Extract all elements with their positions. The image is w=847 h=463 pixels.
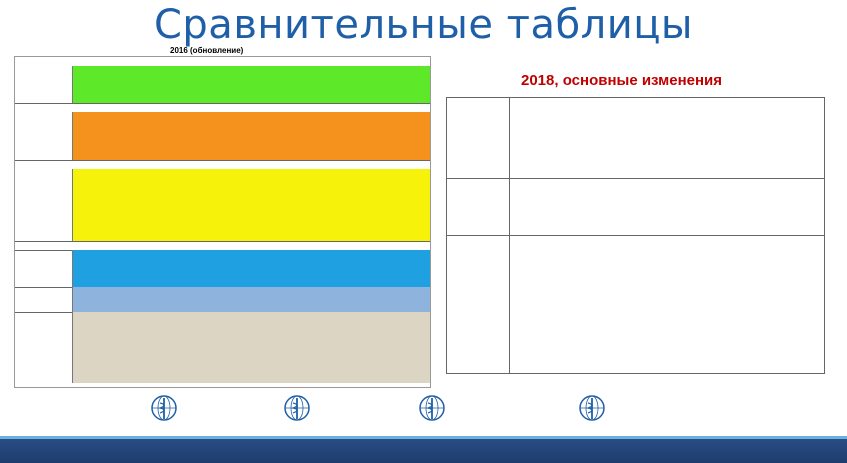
section-divider [447, 178, 824, 179]
who-emblem-icon [283, 394, 311, 422]
left-group [15, 103, 430, 160]
group-color-band [72, 250, 430, 287]
left-group [15, 312, 430, 384]
footer-bar [0, 436, 847, 463]
group-color-band [72, 169, 430, 241]
left-table-2016 [14, 56, 431, 388]
slide-title: Сравнительные таблицы [153, 2, 693, 48]
who-emblem-icon [578, 394, 606, 422]
left-group [15, 250, 430, 287]
footer-stripe [0, 436, 847, 439]
group-color-band [72, 66, 430, 103]
group-color-band [72, 112, 430, 160]
left-group [15, 57, 430, 103]
who-emblem-icon [150, 394, 178, 422]
left-group [15, 241, 430, 250]
left-table-caption: 2016 (обновление) [170, 46, 244, 55]
who-emblem-icon [418, 394, 446, 422]
group-color-band [72, 287, 430, 312]
group-color-band [72, 312, 430, 384]
right-table-caption: 2018, основные изменения [521, 72, 723, 89]
section-divider [447, 235, 824, 236]
right-table-2018 [446, 97, 825, 374]
who-logo-strip [0, 390, 847, 430]
left-group [15, 160, 430, 241]
left-group [15, 287, 430, 312]
